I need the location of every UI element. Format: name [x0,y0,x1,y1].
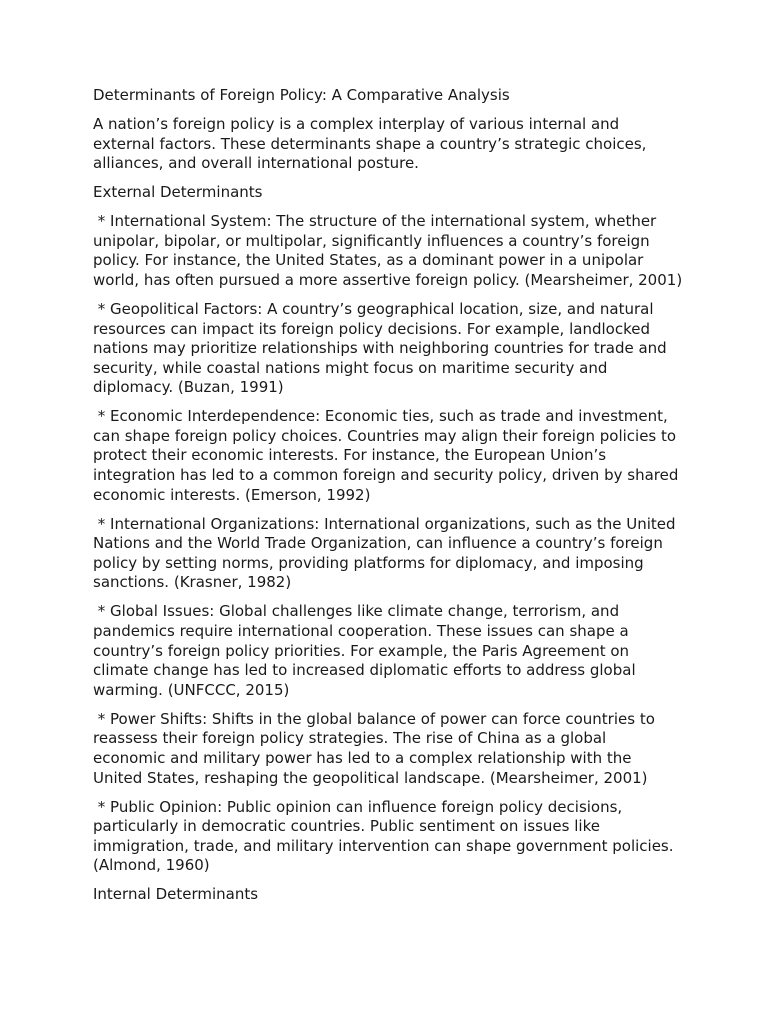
bullet-international-organizations: * International Organizations: International organizations, such as the United Nations and the World Trade Organization, can influence a country’s foreign policy by setting norms, providing platforms for diplomacy, and imposing sanctions. (Krasner, 1982) [93,514,681,592]
bullet-public-opinion: * Public Opinion: Public opinion can influence foreign policy decisions, particularly in democratic countries. Public sentiment on issues like immigration, trade, and military intervention can shape government policies. (Almond, 1960) [93,797,679,875]
bullet-international-system: * International System: The structure of the international system, whether unipolar, bipolar, or multipolar, significantly influences a country’s foreign policy. For instance, the United States, as a dominant power in a unipolar world, has often pursued a more assertive foreign policy. (Mearsheimer, 2001) [93,212,683,289]
document-body [93,86,683,914]
bullet-geopolitical-factors: * Geopolitical Factors: A country’s geographical location, size, and natural resources can impact its foreign policy decisions. For example, landlocked nations may prioritize relationships with neighboring countries for trade and security, while coastal nations might focus on maritime security and diplomacy. (Buzan, 1991) [93,299,672,397]
document-title: Determinants of Foreign Policy: A Comparative Analysis [93,86,510,104]
section-heading-external: External Determinants [93,183,263,202]
section-heading-internal: Internal Determinants [93,885,259,904]
intro-paragraph: A nation’s foreign policy is a complex interplay of various internal and external factors. These determinants shape a country’s strategic choices, alliances, and overall international posture. [93,114,647,173]
bullet-power-shifts: * Power Shifts: Shifts in the global balance of power can force countries to reassess their foreign policy strategies. The rise of China as a global economic and military power has led to a complex relationship with the United States, reshaping the geopolitical landscape. (Mearsheimer, 2001) [93,709,660,787]
bullet-economic-interdependence: * Economic Interdependence: Economic ties, such as trade and investment, can shape foreign policy choices. Countries may align their foreign policies to protect their economic interests. For instance, the European Union’s integration has led to a common foreign and security policy, driven by shared economic interests. (Emerson, 1992) [93,407,684,504]
bullet-global-issues: * Global Issues: Global challenges like climate change, terrorism, and pandemics require international cooperation. These issues can shape a country’s foreign policy priorities. For example, the Paris Agreement on climate change has led to increased diplomatic efforts to address global warming. (UNFCCC, 2015) [93,602,641,699]
